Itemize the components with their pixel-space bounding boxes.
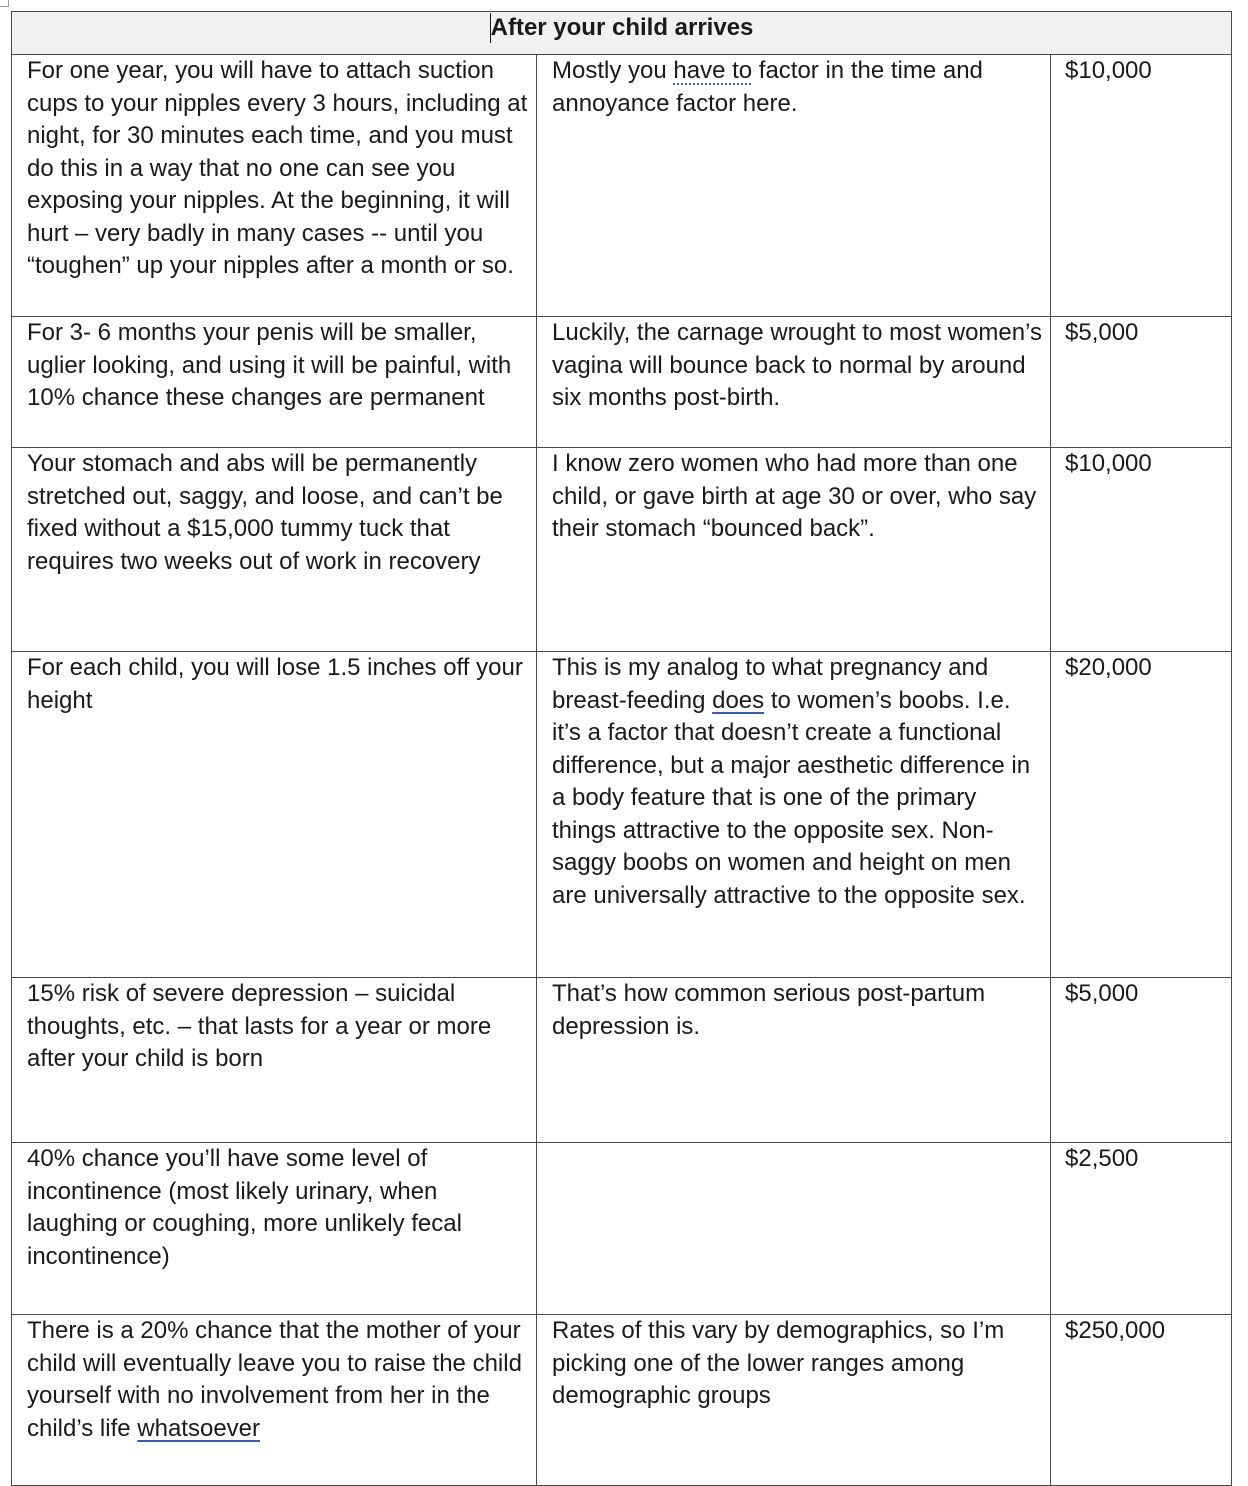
note-text: That’s how common serious post-partum depression is.	[552, 980, 986, 1040]
effect-text: For each child, you will lose 1.5 inches off your height	[27, 654, 523, 714]
grammar-flagged-text[interactable]: have to	[673, 57, 753, 84]
cost-value: $5,000	[1065, 980, 1139, 1007]
table-row	[12, 55, 1232, 317]
table-row	[12, 978, 1232, 1143]
note-cell[interactable]	[537, 1143, 1051, 1315]
cost-value: $10,000	[1065, 57, 1152, 84]
effect-text: Your stomach and abs will be permanently stretched out, saggy, and loose, and can’t be fixed without a $15,000 tummy tuck that requires two weeks out of work in recovery	[27, 450, 503, 575]
cost-cell[interactable]	[1051, 317, 1232, 448]
effect-text: 15% risk of severe depression – suicidal thoughts, etc. – that lasts for a year or more after your child is born	[27, 980, 492, 1072]
note-text	[537, 652, 1050, 912]
page-corner-mark	[0, 0, 9, 7]
cost-value: $2,500	[1065, 1145, 1139, 1172]
effect-cell[interactable]	[12, 978, 537, 1143]
table-row	[12, 448, 1232, 652]
table-header-title: After your child arrives	[490, 14, 754, 41]
note-cell[interactable]	[537, 1315, 1051, 1486]
note-text	[537, 55, 1050, 120]
cost-value: $10,000	[1065, 450, 1152, 477]
note-cell[interactable]	[537, 55, 1051, 317]
note-cell[interactable]	[537, 317, 1051, 448]
effect-text-part: There is a 20% chance that the mother of your child will eventually leave you to raise the child yourself with no involvement from her in the child’s life	[27, 1317, 522, 1442]
cost-value: $5,000	[1065, 319, 1139, 346]
table-row	[12, 1143, 1232, 1315]
effect-cell[interactable]	[12, 317, 537, 448]
cost-cell[interactable]	[1051, 1315, 1232, 1486]
note-text: I know zero women who had more than one child, or gave birth at age 30 or over, who say their stomach “bounced back”.	[552, 450, 1037, 542]
grammar-flagged-text[interactable]: whatsoever	[137, 1414, 261, 1442]
note-cell[interactable]	[537, 978, 1051, 1143]
cost-value: $20,000	[1065, 654, 1152, 681]
note-cell[interactable]	[537, 448, 1051, 652]
effect-cell[interactable]	[12, 448, 537, 652]
effect-cell[interactable]	[12, 652, 537, 978]
effect-cell[interactable]	[12, 1315, 537, 1486]
note-text-part: to women’s boobs. I.e. it’s a factor that doesn’t create a functional difference, but a major aesthetic difference in a body feature that is one of the primary things attractive to the opposite sex. Non-saggy boobs on women and height on men are universally attractive to the opposite sex.	[552, 686, 1031, 909]
effect-text: For 3- 6 months your penis will be smaller, uglier looking, and using it will be painful, with 10% chance these changes are permanent	[27, 319, 512, 411]
cost-cell[interactable]	[1051, 652, 1232, 978]
effect-text: For one year, you will have to attach suction cups to your nipples every 3 hours, including at night, for 30 minutes each time, and you must do this in a way that no one can see you exposing your nipples. At the beginning, it will hurt – very badly in many cases -- until you “toughen” up your nipples after a month or so.	[27, 57, 528, 279]
table-row	[12, 652, 1232, 978]
note-text: Luckily, the carnage wrought to most women’s vagina will bounce back to normal by around six months post-birth.	[552, 319, 1043, 411]
effect-text: 40% chance you’ll have some level of incontinence (most likely urinary, when laughing or coughing, more unlikely fecal incontinence)	[27, 1145, 462, 1270]
table-row	[12, 1315, 1232, 1486]
effect-cell[interactable]	[12, 55, 537, 317]
effect-cell[interactable]	[12, 1143, 537, 1315]
note-text-part: This is my analog to what pregnancy and breast-feeding	[552, 654, 989, 714]
effect-text	[12, 1315, 536, 1445]
cost-cell[interactable]	[1051, 55, 1232, 317]
table-header-row	[12, 12, 1232, 55]
note-text-part: Mostly you	[552, 57, 674, 84]
cost-cell[interactable]	[1051, 978, 1232, 1143]
table-row	[12, 317, 1232, 448]
note-text-part: factor in the time and annoyance factor here.	[552, 57, 983, 117]
cost-value: $250,000	[1065, 1317, 1166, 1344]
grammar-flagged-text[interactable]: does	[712, 686, 765, 714]
table-header-cell[interactable]	[12, 12, 1232, 55]
cost-cell[interactable]	[1051, 448, 1232, 652]
cost-cell[interactable]	[1051, 1143, 1232, 1315]
cost-table	[11, 11, 1232, 1486]
note-text: Rates of this vary by demographics, so I’m picking one of the lower ranges among demographic groups	[552, 1317, 1005, 1409]
note-cell[interactable]	[537, 652, 1051, 978]
